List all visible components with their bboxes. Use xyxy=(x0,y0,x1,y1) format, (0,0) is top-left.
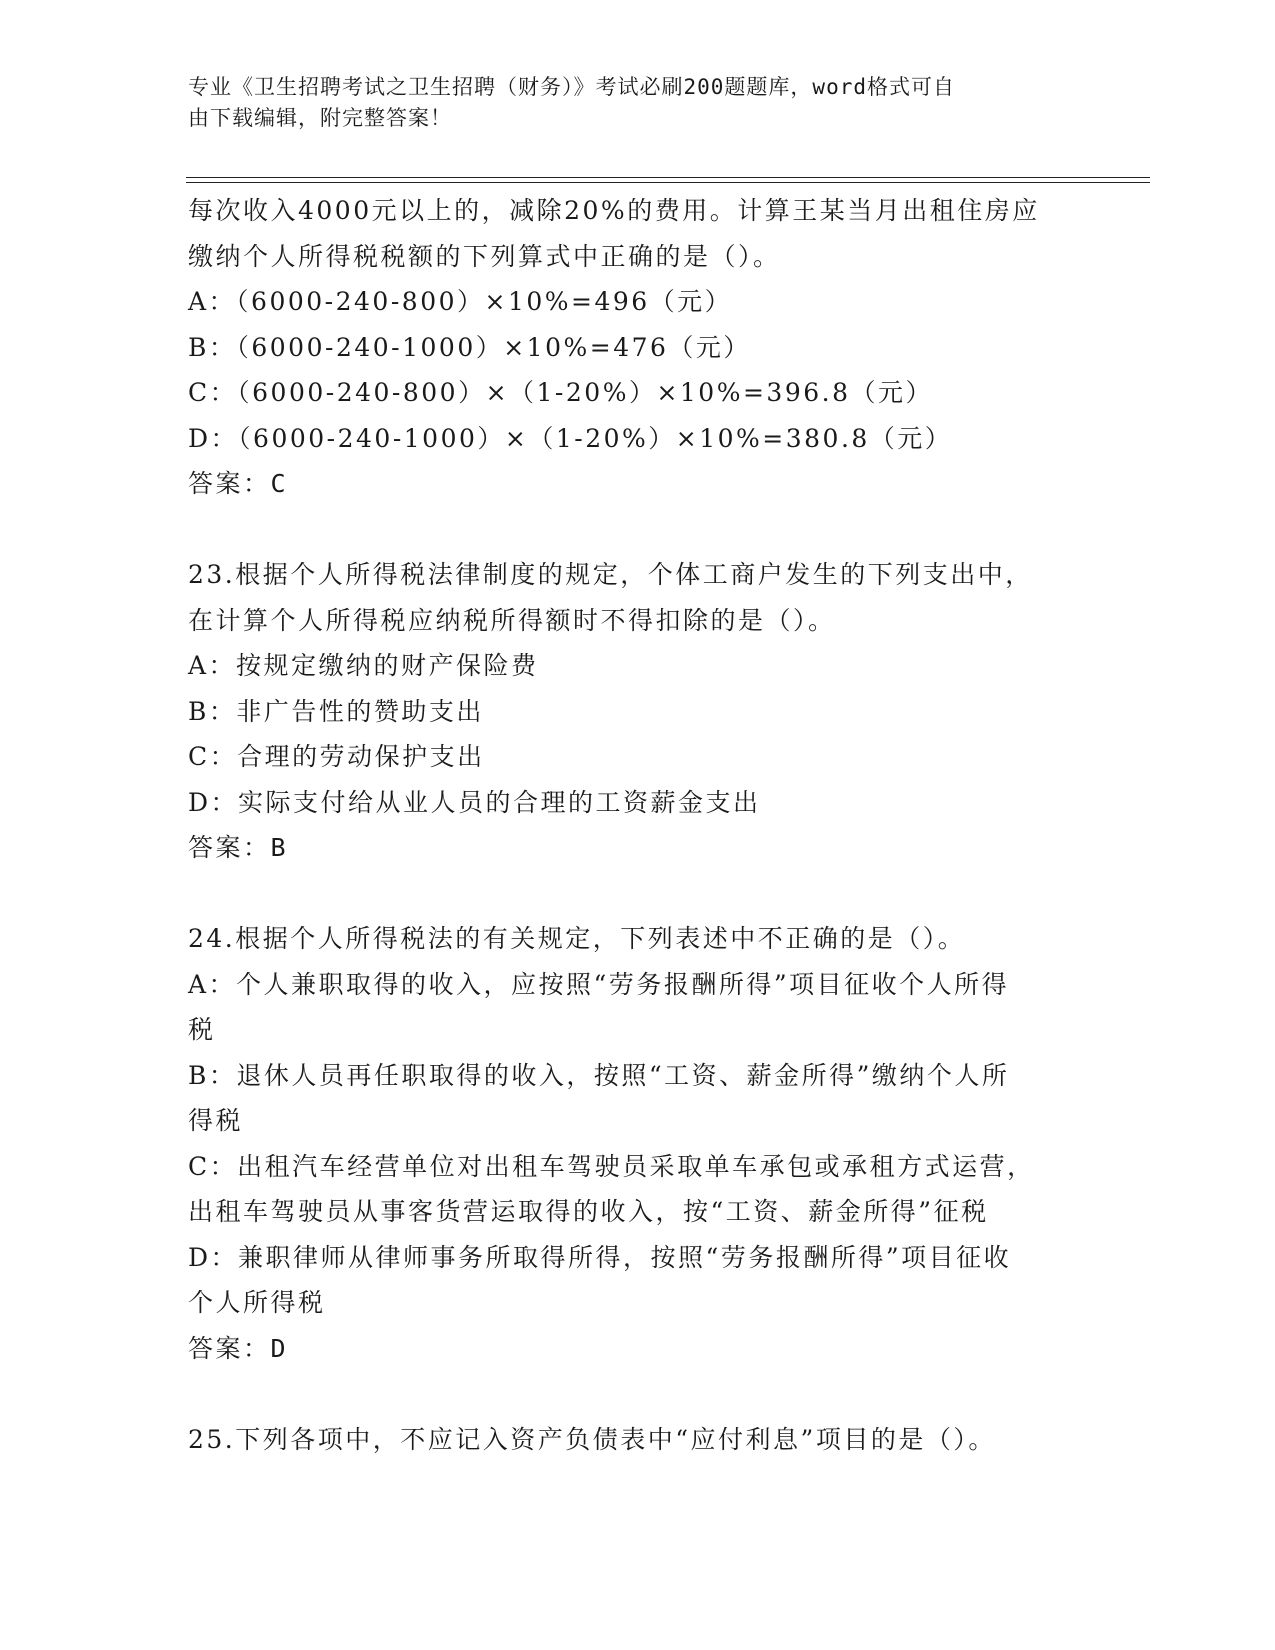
option-d: D：（6000-240-1000）×（1-20%）×10%=380.8（元） xyxy=(188,423,953,453)
option-c-continued: 出租车驾驶员从事客货营运取得的收入，按“工资、薪金所得”征税 xyxy=(188,1197,989,1226)
option-c: C：合理的劳动保护支出 xyxy=(188,742,485,771)
question-22 xyxy=(188,188,1088,507)
question-24 xyxy=(188,916,1088,1371)
question-stem-line: 25.下列各项中，不应记入资产负债表中“应付利息”项目的是（）。 xyxy=(188,1424,996,1454)
spacer xyxy=(188,871,1088,917)
answer-line: 答案：C xyxy=(188,469,289,498)
question-stem-line: 24.根据个人所得税法的有关规定，下列表述中不正确的是（）。 xyxy=(188,924,966,953)
option-d: D：实际支付给从业人员的合理的工资薪金支出 xyxy=(188,787,761,817)
spacer xyxy=(188,1371,1088,1417)
answer-line: 答案：D xyxy=(188,1333,289,1363)
header-double-rule xyxy=(186,177,1150,183)
question-stem-line: 每次收入4000元以上的，减除20%的费用。计算王某当月出租住房应 xyxy=(188,196,1040,225)
header-line-2: 由下载编辑，附完整答案！ xyxy=(188,106,452,130)
document-header xyxy=(188,72,1088,134)
question-23 xyxy=(188,552,1088,871)
document-body xyxy=(188,188,1088,1462)
option-b: B：（6000-240-1000）×10%=476（元） xyxy=(188,332,751,362)
header-line-1: 专业《卫生招聘考试之卫生招聘（财务）》考试必刷200题题库，word格式可自 xyxy=(188,75,955,99)
option-a-continued: 税 xyxy=(188,1015,216,1044)
option-c: C：出租汽车经营单位对出租车驾驶员采取单车承包或承租方式运营， xyxy=(188,1151,1035,1181)
question-stem-line: 缴纳个人所得税税额的下列算式中正确的是（）。 xyxy=(188,241,781,271)
option-b-continued: 得税 xyxy=(188,1106,244,1135)
option-a: A：按规定缴纳的财产保险费 xyxy=(188,651,539,680)
option-c: C：（6000-240-800）×（1-20%）×10%=396.8（元） xyxy=(188,378,933,407)
option-d-continued: 个人所得税 xyxy=(188,1288,326,1317)
option-b: B：退休人员再任职取得的收入，按照“工资、薪金所得”缴纳个人所 xyxy=(188,1060,1010,1090)
question-stem-line: 23.根据个人所得税法律制度的规定，个体工商户发生的下列支出中， xyxy=(188,560,1033,589)
spacer xyxy=(188,507,1088,553)
question-25 xyxy=(188,1417,1088,1463)
option-b: B：非广告性的赞助支出 xyxy=(188,696,484,726)
option-a: A：个人兼职取得的收入，应按照“劳务报酬所得”项目征收个人所得 xyxy=(188,969,1010,999)
option-d: D：兼职律师从律师事务所取得所得，按照“劳务报酬所得”项目征收 xyxy=(188,1242,1012,1272)
option-a: A：（6000-240-800）×10%=496（元） xyxy=(188,287,733,316)
answer-line: 答案：B xyxy=(188,833,289,862)
question-stem-line: 在计算个人所得税应纳税所得额时不得扣除的是（）。 xyxy=(188,605,836,635)
